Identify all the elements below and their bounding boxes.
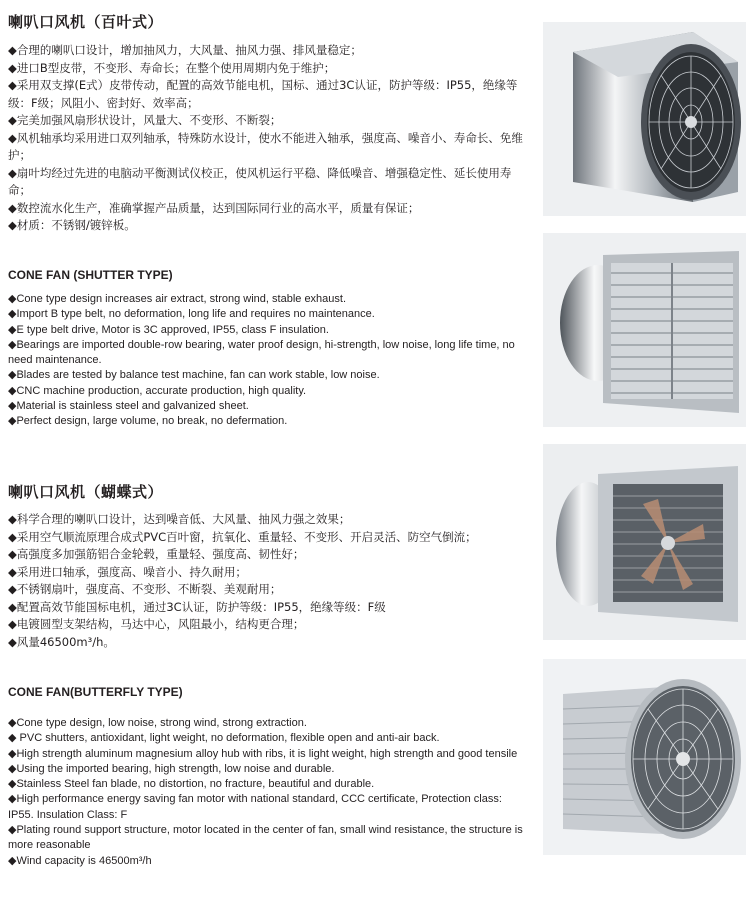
cone-fan-butterfly-side-photo (543, 444, 746, 640)
butterfly-title-en: CONE FAN(BUTTERFLY TYPE) (8, 685, 183, 699)
cone-fan-butterfly-front-photo (543, 659, 746, 855)
list-item: ◆Cone type design increases air extract, strong wind, stable exhaust. (8, 293, 347, 305)
list-item: ◆配置高效节能国标电机，通过3C认证，防护等级：IP55，绝缘等级：F级 (8, 599, 386, 614)
cone-fan-shutter-front-photo (543, 22, 746, 216)
list-item: ◆高强度多加强筋铝合金轮毂，重量轻、强度高、韧性好； (8, 547, 305, 561)
list-item: ◆数控流水化生产，准确掌握产品质量，达到国际同行业的高水平，质量有保证； (8, 200, 420, 215)
list-item: ◆Plating round support structure, motor located in the center of fan, small wind resistance, the structure is more reasonable (8, 824, 523, 852)
shutter-title-en: CONE FAN (SHUTTER TYPE) (8, 268, 173, 282)
list-item: ◆采用空气顺流原理合成式PVC百叶窗，抗氧化、重量轻、不变形、开启灵活、防空气倒流； (8, 529, 477, 544)
list-item: ◆Bearings are imported double-row bearing, water proof design, hi-strength, low noise, long life time, no need maintenance. (8, 338, 515, 367)
list-item: ◆风机轴承均采用进口双列轴承，特殊防水设计，使水不能进入轴承，强度高、噪音小、寿命长、免维护； (8, 130, 523, 162)
shutter-features-en (8, 292, 530, 430)
list-item: ◆材质：不锈钢/镀锌板。 (8, 218, 136, 232)
list-item: ◆Wind capacity is 46500m³/h (8, 854, 152, 867)
cone-fan-shutter-rear-photo (543, 233, 746, 427)
butterfly-title-cn: 喇叭口风机（蝴蝶式） (8, 483, 164, 501)
shutter-features-cn (8, 42, 530, 235)
list-item: ◆不锈钢扇叶，强度高、不变形、不断裂、美观耐用； (8, 582, 282, 596)
list-item: ◆Blades are tested by balance test machine, fan can work stable, low noise. (8, 369, 380, 382)
list-item: ◆Using the imported bearing, high strength, low noise and durable. (8, 762, 335, 775)
list-item: ◆合理的喇叭口设计，增加抽风力，大风量、抽风力强、排风量稳定； (8, 43, 362, 57)
list-item: ◆ PVC shutters, antioxidant, light weight, no deformation, flexible open and anti-air back. (8, 732, 440, 745)
list-item: ◆完美加强风扇形状设计，风量大、不变形、不断裂； (8, 113, 282, 127)
list-item: ◆Material is stainless steel and galvanized sheet. (8, 400, 249, 413)
list-item: ◆科学合理的喇叭口设计，达到噪音低、大风量、抽风力强之效果； (8, 512, 351, 526)
list-item: ◆采用双支撑(E式）皮带传动，配置的高效节能电机，国标、通过3C认证，防护等级：IP55，绝缘等级：F级；风阻小、密封好、效率高； (8, 78, 518, 110)
list-item: ◆风量46500m³/h。 (8, 634, 115, 649)
list-item: ◆电镀圆型支架结构，马达中心，风阻最小，结构更合理； (8, 617, 305, 631)
list-item: ◆High performance energy saving fan motor with national standard, CCC certificate, Protection class: IP55. Insulation Class: F (8, 793, 502, 821)
list-item: ◆Cone type design, low noise, strong wind, strong extraction. (8, 717, 307, 729)
list-item: ◆Perfect design, large volume, no break, no defermation. (8, 415, 288, 428)
list-item: ◆E type belt drive, Motor is 3C approved, IP55, class F insulation. (8, 323, 329, 336)
list-item: ◆采用进口轴承，强度高、噪音小、持久耐用； (8, 564, 247, 579)
butterfly-features-en (8, 716, 530, 869)
list-item: ◆Stainless Steel fan blade, no distortion, no fracture, beautiful and durable. (8, 778, 375, 791)
list-item: ◆High strength aluminum magnesium alloy hub with ribs, it is light weight, high strength and good tensile (8, 747, 518, 760)
list-item: ◆Import B type belt, no deformation, long life and requires no maintenance. (8, 308, 375, 321)
shutter-title-cn: 喇叭口风机（百叶式） (8, 13, 164, 31)
list-item: ◆扇叶均经过先进的电脑动平衡测试仪校正，使风机运行平稳、降低噪音、增强稳定性、延长使用寿命； (8, 165, 512, 197)
list-item: ◆进口B型皮带，不变形、寿命长；在整个使用周期内免于维护； (8, 60, 336, 75)
butterfly-features-cn (8, 511, 530, 651)
list-item: ◆CNC machine production, accurate production, high quality. (8, 384, 307, 397)
